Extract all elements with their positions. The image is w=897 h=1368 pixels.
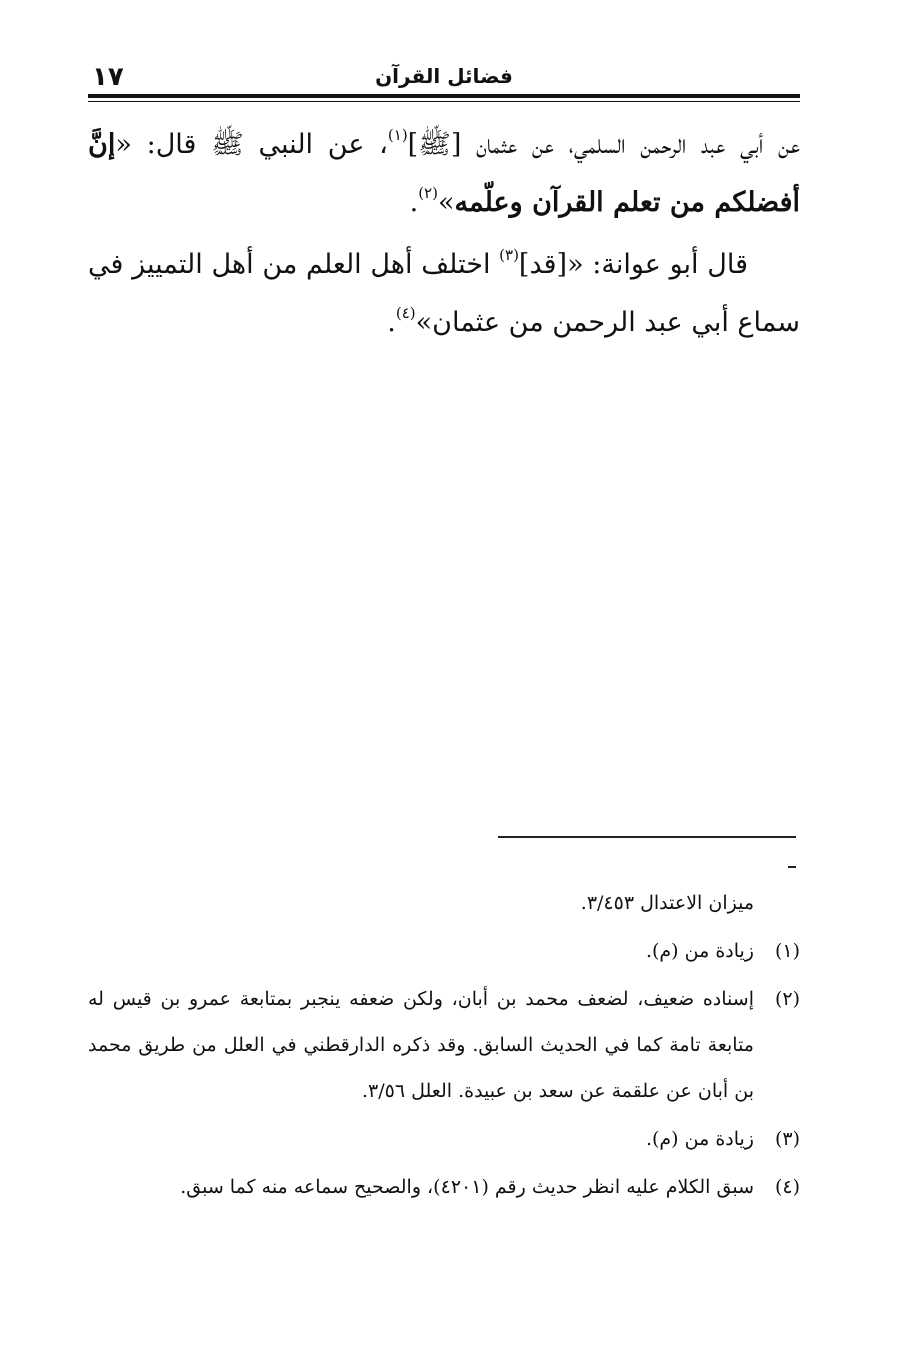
page-number: ١٧ [92, 62, 124, 92]
footnote-number: (٢) [774, 988, 800, 1010]
footnote-number: (٤) [774, 1176, 800, 1198]
main-text [88, 116, 800, 352]
text-segment: اختلف أهل العلم من أهل التمييز في سماع أبي عبد الرحمن من عثمان» [88, 249, 800, 338]
text-segment: . [409, 187, 419, 218]
footnote-ref-4: (٤) [395, 304, 416, 322]
text-segment: ، عن النبي ﷺ قال: « [115, 129, 388, 160]
text-segment: قال أبو عوانة: «[قد] [518, 249, 748, 280]
footnote-1 [88, 928, 800, 974]
footnote-text: زيادة من (م). [645, 1128, 754, 1150]
text-segment: » [437, 187, 455, 218]
footnotes [88, 880, 800, 1212]
footnote-2 [88, 976, 800, 1114]
paragraph-abu-awana [88, 236, 800, 352]
text-segment: . [387, 307, 396, 338]
paragraph-hadith [88, 116, 800, 232]
footnote-4 [88, 1164, 800, 1210]
text-segment: عن أبي عبد الرحمن السلمي، عن عثمان [ [450, 129, 800, 160]
footnote-ref-2: (٢) [418, 184, 438, 202]
footnote-number: (١) [774, 940, 800, 962]
text-segment: ] [407, 129, 419, 160]
honorific-symbol: ﷺ [418, 129, 451, 160]
footnote-ref-3: (٣) [499, 246, 519, 264]
running-title: فضائل القرآن [375, 64, 513, 88]
footnote-text: إسناده ضعيف، لضعف محمد بن أبان، ولكن ضعفه ينجبر بمتابعة عمرو بن قيس له متابعة تامة كما في الحديث السابق. وقد ذكره الدارقطني في العلل من طريق محمد بن أبان عن علقمة عن سعد بن عبيدة. العلل ٣/٥٦. [88, 988, 754, 1102]
header-rule-thick [88, 94, 800, 98]
page-header [88, 58, 800, 94]
footnote-text: سبق الكلام عليه انظر حديث رقم (٤٢٠١)، والصحيح سماعه منه كما سبق. [180, 1176, 754, 1198]
hadith-text: إنَّ أفضلكم من تعلم القرآن وعلّمه [88, 129, 800, 218]
footnote-3 [88, 1116, 800, 1162]
footnote-separator [498, 836, 796, 838]
footnote-text: زيادة من (م). [645, 940, 754, 962]
footnote-number: (٣) [774, 1128, 800, 1150]
footnote-carryover: ميزان الاعتدال ٣/٤٥٣. [580, 892, 754, 914]
header-rule-thin [88, 101, 800, 102]
dash-mark [788, 866, 796, 868]
footnote-ref-1: (١) [387, 126, 408, 144]
